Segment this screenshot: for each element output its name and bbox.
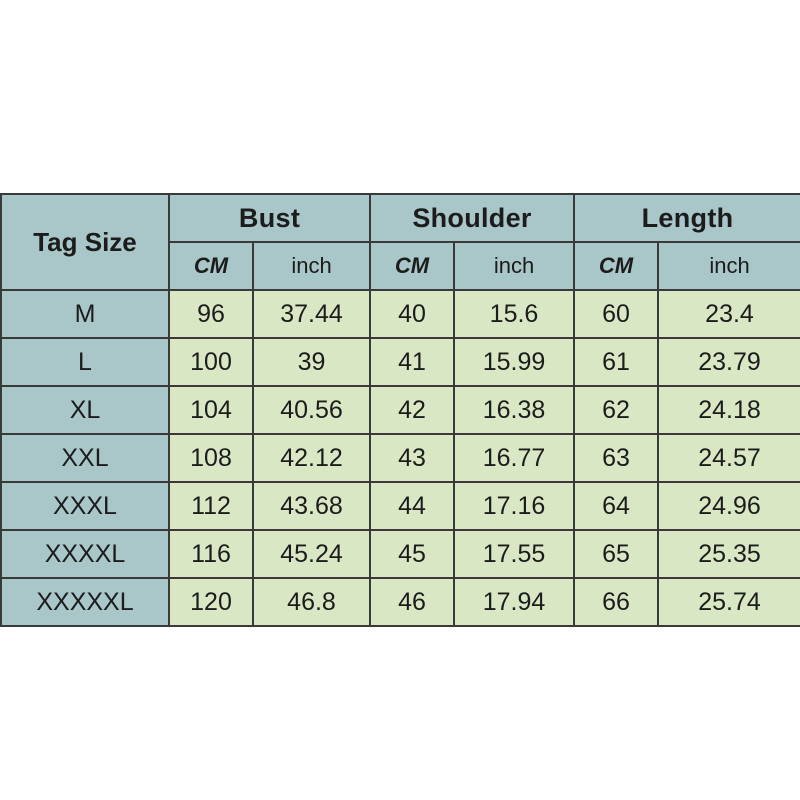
header-group-shoulder: Shoulder (370, 194, 574, 242)
cell-bust-cm: 108 (169, 434, 253, 482)
cell-bust-inch: 43.68 (253, 482, 370, 530)
cell-tag-size: XL (1, 386, 169, 434)
cell-tag-size: XXXL (1, 482, 169, 530)
table-row (1, 434, 800, 482)
cell-length-cm: 63 (574, 434, 658, 482)
size-chart-table (0, 193, 800, 627)
cell-bust-inch: 42.12 (253, 434, 370, 482)
header-unit-bust-cm: CM (169, 242, 253, 290)
cell-length-cm: 64 (574, 482, 658, 530)
header-group-length: Length (574, 194, 800, 242)
cell-tag-size: XXXXL (1, 530, 169, 578)
cell-bust-inch: 39 (253, 338, 370, 386)
cell-shoulder-cm: 42 (370, 386, 454, 434)
header-unit-length-cm: CM (574, 242, 658, 290)
cell-shoulder-cm: 45 (370, 530, 454, 578)
table-row (1, 530, 800, 578)
cell-length-cm: 61 (574, 338, 658, 386)
table-row (1, 578, 800, 626)
cell-tag-size: M (1, 290, 169, 338)
table-body (1, 290, 800, 626)
cell-bust-inch: 46.8 (253, 578, 370, 626)
header-unit-shoulder-cm: CM (370, 242, 454, 290)
cell-bust-cm: 96 (169, 290, 253, 338)
cell-tag-size: XXXXXL (1, 578, 169, 626)
cell-length-cm: 62 (574, 386, 658, 434)
cell-length-inch: 23.79 (658, 338, 800, 386)
header-group-bust: Bust (169, 194, 370, 242)
cell-shoulder-cm: 40 (370, 290, 454, 338)
table-row (1, 338, 800, 386)
cell-length-inch: 25.35 (658, 530, 800, 578)
header-unit-shoulder-inch: inch (454, 242, 574, 290)
cell-bust-cm: 112 (169, 482, 253, 530)
cell-bust-inch: 37.44 (253, 290, 370, 338)
cell-tag-size: XXL (1, 434, 169, 482)
table-row (1, 482, 800, 530)
cell-shoulder-inch: 17.16 (454, 482, 574, 530)
header-tag-size: Tag Size (1, 194, 169, 290)
cell-length-cm: 60 (574, 290, 658, 338)
cell-tag-size: L (1, 338, 169, 386)
cell-shoulder-inch: 16.38 (454, 386, 574, 434)
table-row (1, 290, 800, 338)
cell-shoulder-inch: 17.94 (454, 578, 574, 626)
cell-shoulder-inch: 15.99 (454, 338, 574, 386)
cell-length-cm: 66 (574, 578, 658, 626)
cell-shoulder-inch: 16.77 (454, 434, 574, 482)
cell-bust-inch: 45.24 (253, 530, 370, 578)
table-row (1, 386, 800, 434)
cell-bust-cm: 104 (169, 386, 253, 434)
cell-bust-cm: 100 (169, 338, 253, 386)
header-row-groups (1, 194, 800, 242)
cell-shoulder-cm: 46 (370, 578, 454, 626)
cell-bust-cm: 116 (169, 530, 253, 578)
cell-length-inch: 24.57 (658, 434, 800, 482)
header-unit-bust-inch: inch (253, 242, 370, 290)
cell-length-inch: 23.4 (658, 290, 800, 338)
cell-bust-cm: 120 (169, 578, 253, 626)
cell-length-inch: 24.96 (658, 482, 800, 530)
cell-shoulder-inch: 17.55 (454, 530, 574, 578)
table-header (1, 194, 800, 290)
cell-shoulder-cm: 44 (370, 482, 454, 530)
cell-length-cm: 65 (574, 530, 658, 578)
cell-shoulder-cm: 41 (370, 338, 454, 386)
cell-length-inch: 24.18 (658, 386, 800, 434)
cell-bust-inch: 40.56 (253, 386, 370, 434)
cell-shoulder-cm: 43 (370, 434, 454, 482)
header-unit-length-inch: inch (658, 242, 800, 290)
cell-length-inch: 25.74 (658, 578, 800, 626)
cell-shoulder-inch: 15.6 (454, 290, 574, 338)
